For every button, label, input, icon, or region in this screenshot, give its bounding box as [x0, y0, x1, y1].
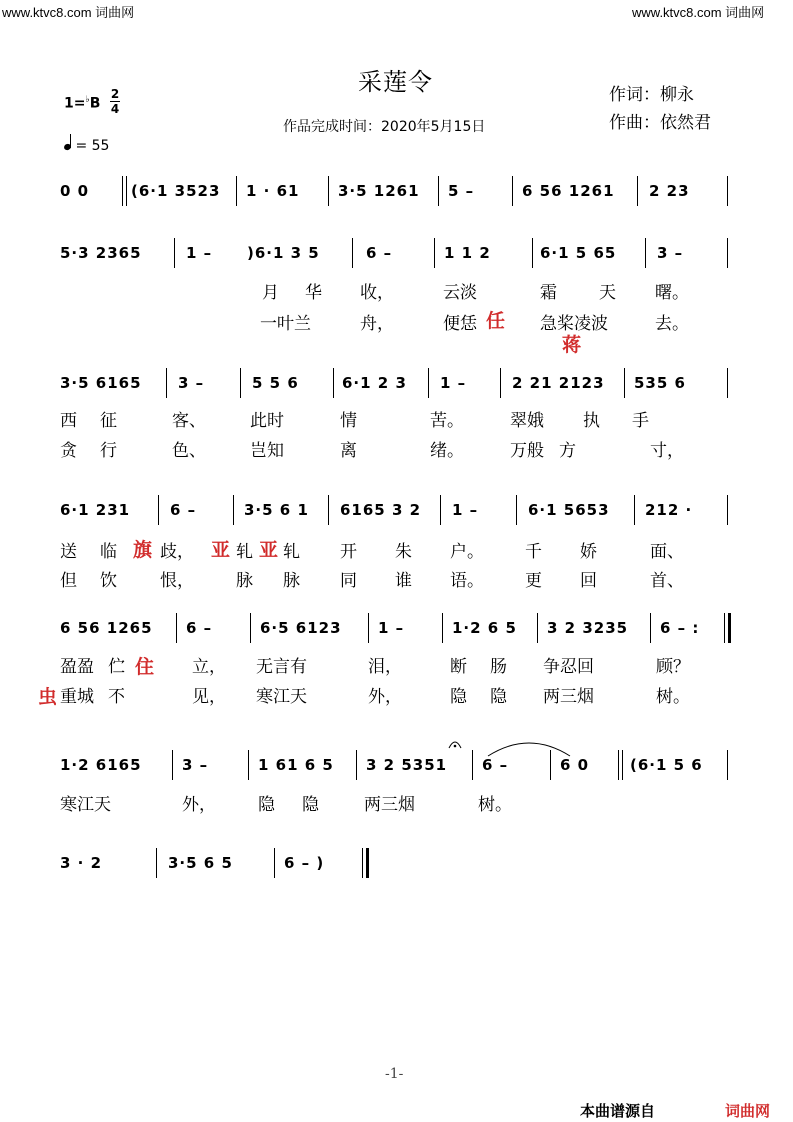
measure: 6 – — [186, 619, 213, 637]
lyric: 泪， — [368, 657, 402, 677]
lyric: 顾？ — [656, 657, 690, 677]
measure: 3·5 1261 — [338, 182, 420, 200]
measure: 1 61 6 5 — [258, 756, 334, 774]
lyric: 千 — [525, 542, 542, 562]
lyric: 轧 — [236, 542, 253, 562]
lyric: 回 — [580, 571, 597, 591]
lyric: 歧， — [160, 542, 194, 562]
lyric: 无言有 — [256, 657, 307, 677]
barline — [233, 495, 234, 525]
barline — [650, 613, 651, 643]
barline — [352, 238, 353, 268]
lyric: 隐 — [450, 687, 467, 707]
barline — [727, 176, 728, 206]
barline — [368, 613, 369, 643]
measure: (6·1 5 6 — [630, 756, 703, 774]
measure: 1 1 2 — [444, 244, 491, 262]
lyric: 行 — [100, 441, 117, 461]
tempo-marking — [64, 134, 109, 154]
barline — [174, 238, 175, 268]
lyric: 寒江天 — [256, 687, 307, 707]
lyric: 隐 — [258, 795, 275, 815]
lyric: 岂知 — [250, 441, 284, 461]
lyric: 寒江天 — [60, 795, 111, 815]
lyric: 肠 — [490, 657, 507, 677]
measure: 1 – — [378, 619, 405, 637]
lyric: 朱 — [395, 542, 412, 562]
measure: 6 56 1265 — [60, 619, 153, 637]
measure: 6 – — [482, 756, 509, 774]
barline — [634, 495, 635, 525]
measure: 6 – : — [660, 619, 700, 637]
measure: 1 – — [440, 374, 467, 392]
lyric: 外， — [182, 795, 216, 815]
barline — [645, 238, 646, 268]
lyric: 脉 — [236, 571, 253, 591]
measure: 3 – — [178, 374, 205, 392]
measure: 6 – — [170, 501, 197, 519]
fermata-icon — [448, 738, 462, 750]
barline — [727, 368, 728, 398]
lyric: 离 — [340, 441, 357, 461]
tie-slur — [486, 736, 572, 758]
lyric: 手 — [632, 411, 649, 431]
red-annotation: 亚 — [211, 539, 231, 561]
measure: 2 21 2123 — [512, 374, 605, 392]
lyric: 更 — [525, 571, 542, 591]
barline — [516, 495, 517, 525]
lyric: 隐 — [302, 795, 319, 815]
red-annotation: 住 — [135, 656, 155, 678]
flat-sign: ♭ — [85, 95, 90, 105]
final-barline-thick — [366, 848, 369, 878]
key-note: B — [89, 95, 101, 112]
lyric: 脉 — [283, 571, 300, 591]
barline — [727, 750, 728, 780]
barline — [727, 495, 728, 525]
lyric: 方 — [559, 441, 576, 461]
measure: 1 · 61 — [246, 182, 300, 200]
watermark-right: www.ktvc8.com 词曲网 — [632, 5, 765, 20]
measure: 3 2 3235 — [547, 619, 629, 637]
barline — [622, 750, 623, 780]
lyric: 恨， — [160, 571, 194, 591]
barline — [156, 848, 157, 878]
lyric: 不 — [108, 687, 125, 707]
lyric: 寸， — [650, 441, 684, 461]
lyric: 云淡 — [443, 283, 477, 303]
measure: 2 23 — [649, 182, 690, 200]
measure: 6 56 1261 — [522, 182, 615, 200]
measure: 3·5 6165 — [60, 374, 142, 392]
red-annotation: 蒋 — [562, 334, 582, 356]
barline — [250, 613, 251, 643]
lyric: 开 — [340, 542, 357, 562]
lyric: 万般 — [510, 441, 544, 461]
lyric: 曙。 — [655, 283, 689, 303]
measure: 5·3 2365 — [60, 244, 142, 262]
lyric: 绪。 — [430, 441, 464, 461]
repeat-barline-thin — [724, 613, 725, 643]
lyric: 征 — [100, 411, 117, 431]
lyric: 收， — [360, 283, 394, 303]
lyricist-credit: 作词：柳永 — [609, 85, 694, 105]
barline — [166, 368, 167, 398]
lyric: 色、 — [172, 441, 206, 461]
barline — [172, 750, 173, 780]
lyric: 争忍回 — [543, 657, 594, 677]
time-denominator: 4 — [110, 102, 120, 116]
lyric: 谁 — [395, 571, 412, 591]
lyric: 临 — [100, 542, 117, 562]
lyric: 树。 — [478, 795, 512, 815]
barline — [434, 238, 435, 268]
barline — [637, 176, 638, 206]
watermark-left: www.ktvc8.com 词曲网 — [2, 5, 135, 20]
barline — [500, 368, 501, 398]
lyric: 树。 — [656, 687, 690, 707]
measure: 6·1 5 65 — [540, 244, 617, 262]
barline — [333, 368, 334, 398]
barline — [442, 613, 443, 643]
barline — [428, 368, 429, 398]
barline — [532, 238, 533, 268]
red-annotation: 亚 — [259, 539, 279, 561]
lyric: 送 — [60, 542, 77, 562]
measure: 6·5 6123 — [260, 619, 342, 637]
barline — [438, 176, 439, 206]
barline — [328, 495, 329, 525]
measure: (6·1 3523 — [131, 182, 221, 200]
barline — [356, 750, 357, 780]
measure: 3 2 5351 — [366, 756, 448, 774]
lyric: 但 — [60, 571, 77, 591]
source-site-link[interactable]: 词曲网 — [725, 1102, 771, 1120]
lyric: 立， — [192, 657, 226, 677]
lyric: 客、 — [172, 411, 206, 431]
lyric: 华 — [305, 283, 322, 303]
measure: 6·1 2 3 — [342, 374, 407, 392]
lyric: 贪 — [60, 441, 77, 461]
time-signature — [110, 88, 120, 115]
lyric: 见， — [192, 687, 226, 707]
lyric: 西 — [60, 411, 77, 431]
measure: 6 – ) — [284, 854, 325, 872]
lyric: 饮 — [100, 571, 117, 591]
lyric: 舟， — [360, 314, 394, 334]
barline — [618, 750, 619, 780]
measure: 3 – — [657, 244, 684, 262]
measure: 6 – — [366, 244, 393, 262]
barline — [176, 613, 177, 643]
lyric: 月 — [262, 283, 279, 303]
page-number: -1- — [385, 1066, 404, 1082]
barline — [624, 368, 625, 398]
lyric: 盈盈 — [60, 657, 94, 677]
composer-credit: 作曲：依然君 — [609, 113, 711, 133]
measure: 5 5 6 — [252, 374, 299, 392]
lyric: 外， — [368, 687, 402, 707]
lyric: 翠娥 — [510, 411, 544, 431]
lyric: 一叶兰 — [260, 314, 311, 334]
song-title: 采莲令 — [358, 68, 433, 96]
barline — [236, 176, 237, 206]
final-barline-thin — [362, 848, 363, 878]
barline — [126, 176, 127, 206]
measure: 6165 3 2 — [340, 501, 422, 519]
measure: 0 0 — [60, 182, 90, 200]
red-annotation: 任 — [486, 310, 506, 332]
measure: 212 · — [645, 501, 693, 519]
red-annotation: 旗 — [133, 539, 153, 561]
quarter-note-icon — [63, 143, 72, 151]
lyric: 语。 — [450, 571, 484, 591]
measure: )6·1 3 5 — [247, 244, 320, 262]
measure: 6 0 — [560, 756, 590, 774]
lyric: 霜 — [540, 283, 557, 303]
measure: 6·1 5653 — [528, 501, 610, 519]
tempo-value: = 55 — [75, 138, 110, 154]
source-label: 本曲谱源自 — [580, 1102, 656, 1120]
lyric: 重城 — [60, 687, 94, 707]
measure: 535 6 — [634, 374, 686, 392]
barline — [328, 176, 329, 206]
lyric: 苦。 — [430, 411, 464, 431]
lyric: 隐 — [490, 687, 507, 707]
measure: 1·2 6 5 — [452, 619, 517, 637]
measure: 3 · 2 — [60, 854, 103, 872]
key-signature — [64, 95, 100, 112]
lyric: 面、 — [650, 542, 684, 562]
lyric: 断 — [450, 657, 467, 677]
lyric: 急桨凌波 — [540, 314, 608, 334]
measure: 1·2 6165 — [60, 756, 142, 774]
lyric: 两三烟 — [364, 795, 415, 815]
lyric: 首、 — [650, 571, 684, 591]
lyric: 两三烟 — [543, 687, 594, 707]
measure: 1 – — [186, 244, 213, 262]
lyric: 去。 — [655, 314, 689, 334]
barline — [240, 368, 241, 398]
lyric: 此时 — [250, 411, 284, 431]
measure: 5 – — [448, 182, 475, 200]
lyric: 情 — [340, 411, 357, 431]
measure: 1 – — [452, 501, 479, 519]
repeat-barline-thick — [728, 613, 731, 643]
barline — [248, 750, 249, 780]
lyric: 伫 — [108, 657, 125, 677]
key-prefix: 1= — [64, 95, 86, 112]
completion-date: 作品完成时间：2020年5月15日 — [283, 119, 486, 135]
barline — [727, 238, 728, 268]
barline — [537, 613, 538, 643]
measure: 6·1 231 — [60, 501, 131, 519]
lyric: 执 — [583, 411, 600, 431]
barline — [440, 495, 441, 525]
barline — [512, 176, 513, 206]
lyric: 天 — [599, 283, 616, 303]
barline — [158, 495, 159, 525]
lyric: 娇 — [580, 542, 597, 562]
time-numerator: 2 — [110, 87, 120, 101]
measure: 3·5 6 1 — [244, 501, 309, 519]
lyric: 轧 — [283, 542, 300, 562]
lyric: 户。 — [450, 542, 484, 562]
lyric: 同 — [340, 571, 357, 591]
barline — [122, 176, 123, 206]
measure: 3 – — [182, 756, 209, 774]
measure: 3·5 6 5 — [168, 854, 233, 872]
barline — [472, 750, 473, 780]
barline — [274, 848, 275, 878]
red-annotation: 虫 — [38, 686, 58, 708]
lyric: 便恁 — [443, 314, 477, 334]
